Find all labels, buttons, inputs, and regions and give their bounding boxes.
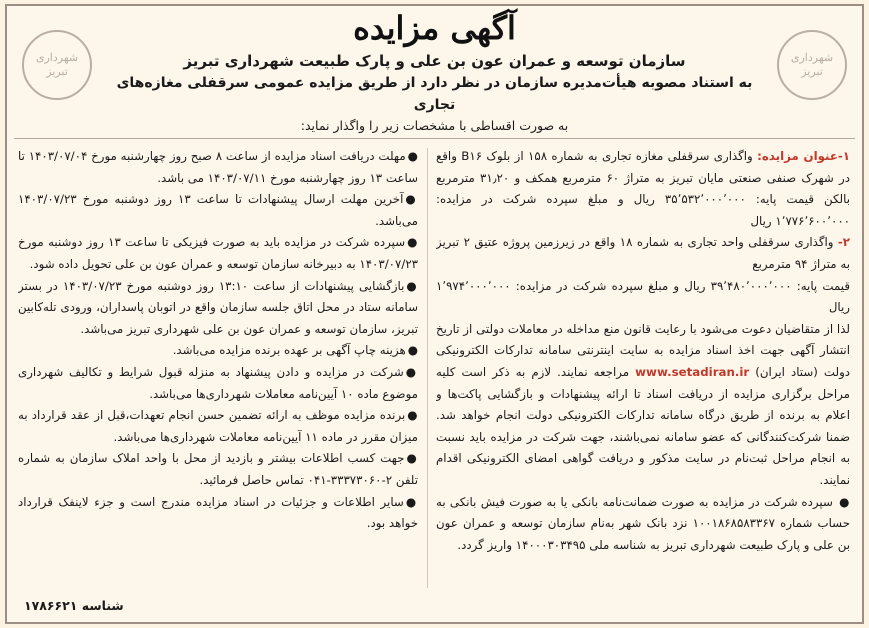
condition-item [18, 362, 418, 405]
condition-item [18, 448, 418, 491]
condition-item [18, 189, 418, 232]
bullet-icon: ● [407, 408, 418, 423]
condition-item [18, 340, 418, 362]
bullet-icon: ● [405, 364, 418, 379]
condition-text: بازگشایی پیشنهادات از ساعت ۱۳:۱۰ روز دوشنبه مورخ ۱۴۰۳/۰۷/۲۳ در بستر سامانه ستاد در محل اتاق جلسه سازمان واقع در اتوبان پاسداران، ورودی تله‌کابین تبریز، سازمان توسعه و عمران عون بن علی شهرداری تبریز می‌باشد. [18, 278, 418, 336]
deposit-paragraph [436, 492, 850, 557]
condition-text: شرکت در مزایده و دادن پیشنهاد به منزله قبول شرایط و تکالیف شهرداری موضوع ماده ۱۰ آیین‌نامه معاملات شهرداری‌ها می‌باشد. [18, 364, 418, 401]
column-separator [427, 148, 428, 588]
condition-text: آخرین مهلت ارسال پیشنهادات تا ساعت ۱۳ روز دوشنبه مورخ ۱۴۰۳/۰۷/۲۳ می‌باشد. [18, 192, 418, 228]
bullet-icon: ● [839, 494, 850, 509]
item-1 [436, 146, 850, 232]
condition-text: جهت کسب اطلاعات بیشتر و بازدید از محل با واحد املاک سازمان به شماره تلفن ۲-۳۳۳۷۳۰۶۰-۰۴۱ تماس حاصل فرمائید. [18, 451, 418, 487]
item-2-label: ۲- [837, 235, 850, 250]
instructions-text-b: مراجعه نمایند. لازم به ذکر است کلیه مراحل برگزاری مزایده از دریافت اسناد تا ارائه پیشنهادات و بازگشایی پاکت‌ها و اعلام به برنده از طریق درگاه سامانه تدارکات الکترونیکی دولت انجام خواهد شد. ضمنا شرکت‌کنندگانی که عضو سامانه نمی‌باشند، جهت شرکت در مزایده باید نسبت به انجام مراحل ثبت‌نام در سایت مذکور و دریافت گواهی امضای الکترونیکی اقدام نمایند. [436, 364, 850, 487]
bullet-icon: ● [406, 278, 418, 293]
item-2 [436, 232, 850, 275]
header [100, 6, 769, 136]
left-column [18, 146, 418, 592]
condition-text: سپرده شرکت در مزایده باید به صورت فیزیکی تا ساعت ۱۳ روز دوشنبه مورخ ۱۴۰۳/۰۷/۲۳ به دبیرخانه سازمان توسعه و عمران عون بن علی تحویل داده شود. [18, 235, 418, 271]
condition-text: مهلت دریافت اسناد مزایده از ساعت ۸ صبح روز چهارشنبه مورخ ۱۴۰۳/۰۷/۰۴ تا ساعت ۱۳ روز چهارشنبه مورخ ۱۴۰۳/۰۷/۱۱ می باشد. [18, 149, 418, 185]
condition-text: سایر اطلاعات و جزئیات در اسناد مزایده مندرج است و جزء لاینفک قرارداد خواهد بود. [18, 494, 418, 531]
seal-right-text: شهرداری تبریز [790, 50, 834, 78]
condition-item [18, 276, 418, 341]
condition-item [18, 492, 418, 535]
condition-text: برنده مزایده موظف به ارائه تضمین حسن انجام تعهدات،قبل از عقد قرارداد به میزان مقرر در ماده ۱۱ آیین‌نامه معاملات شهرداری‌ها می‌باشد. [18, 408, 418, 444]
setadiran-link[interactable]: www.setadiran.ir [635, 364, 750, 379]
item-2-price: قیمت پایه: ۳۹٬۴۸۰٬۰۰۰٬۰۰۰ ریال و مبلغ سپرده شرکت در مزایده: ۱٬۹۷۴٬۰۰۰٬۰۰۰ ریال [436, 278, 850, 315]
page-title: آگهی مزایده [353, 9, 516, 47]
instructions-paragraph [436, 319, 850, 492]
condition-text: هزینه چاپ آگهی بر عهده برنده مزایده می‌باشد. [172, 343, 406, 358]
ad-code: شناسه ۱۷۸۶۶۲۱ [24, 598, 124, 613]
right-column [436, 146, 850, 592]
seal-left-text: شهرداری تبریز [35, 50, 79, 78]
bullet-icon: ● [405, 192, 418, 207]
seal-right [777, 30, 847, 100]
bullet-icon: ● [406, 451, 418, 466]
condition-item [18, 146, 418, 189]
item-2-text: واگذاری سرقفلی واحد تجاری به شماره ۱۸ واقع در زیرزمین پروژه عتیق ۲ تبریز به متراژ ۹۴ مترمربع [436, 235, 850, 271]
intro-line-2: به صورت اقساطی با مشخصات زیر را واگذار نماید: [300, 118, 569, 133]
item-1-text: واگذاری سرقفلی مغازه تجاری به شماره ۱۵۸ از بلوک B۱۶ واقع در شهرک صنفی صنعتی مایان تبریز به متراژ ۶۰ مترمربع همکف و ۳۱٫۲۰ مترمربع بالکن قیمت پایه: ۳۵٬۵۳۲٬۰۰۰٬۰۰۰ ریال و مبلغ سپرده شرکت در مزایده: ۱٬۷۷۶٬۶۰۰٬۰۰۰ ریال [436, 149, 850, 228]
item-1-label: ۱-عنوان مزایده: [757, 149, 850, 163]
condition-item [18, 232, 418, 275]
instructions-text-a: لذا از متقاضیان دعوت می‌شود با رعایت قانون منع مداخله در معاملات دولتی از تاریخ انتشار آگهی جهت اخذ اسناد مزایده به سایت اینترنتی سامانه تدارکات الکترونیکی دولت (ستاد ایران) [436, 321, 850, 379]
deposit-text: سپرده شرکت در مزایده به صورت ضمانت‌نامه بانکی یا به صورت فیش بانکی به حساب شماره ۱۰۰۱۸۶۸۵۸۳۳۶۷ نزد بانک شهر به‌نام سازمان توسعه و عمران عون بن علی و پارک طبیعت شهرداری تبریز به شناسه ملی ۱۴۰۰۰۳۰۳۴۹۵ واریز گردد. [436, 494, 850, 552]
organization-name: سازمان توسعه و عمران عون بن علی و پارک طبیعت شهرداری تبریز [183, 52, 686, 70]
intro-line: به استناد مصوبه هیأت‌مدیره سازمان در نظر دارد از طریق مزایده عمومی سرقفلی مغازه‌های تجاری [116, 75, 753, 113]
bullet-icon: ● [407, 149, 418, 163]
bullet-icon: ● [407, 235, 418, 250]
header-divider [14, 138, 855, 139]
condition-item [18, 405, 418, 448]
bullet-icon: ● [405, 494, 418, 509]
seal-left [22, 30, 92, 100]
bullet-icon: ● [407, 343, 418, 358]
